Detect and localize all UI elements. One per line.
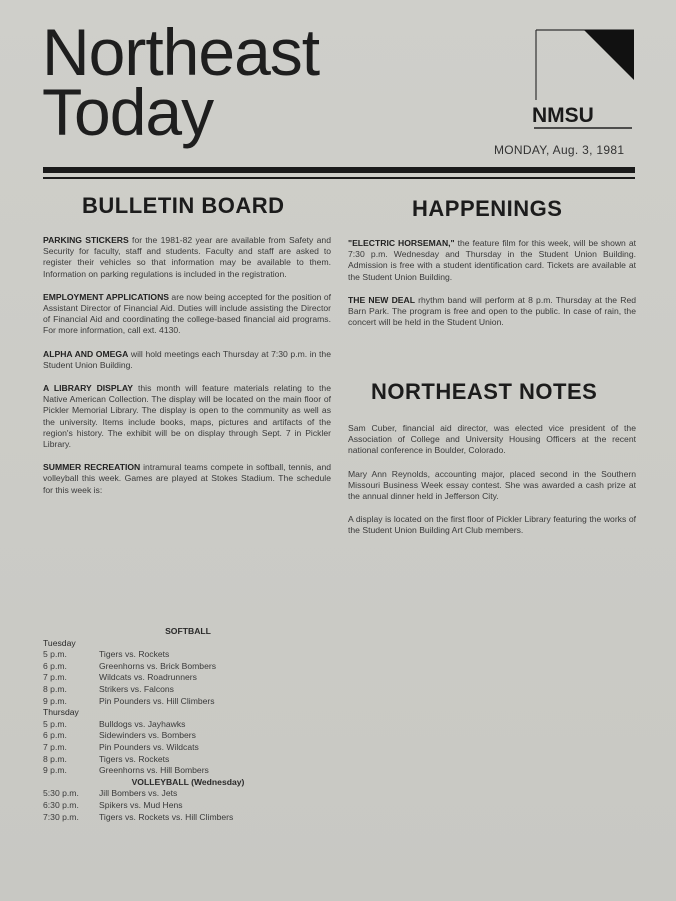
schedule-row <box>43 672 333 684</box>
bulletin-item-text: will hold meetings each Thursday at 7:30 p.m. in the Student Union Building. <box>43 348 331 370</box>
masthead-title-line2: Today <box>42 75 214 149</box>
schedule-time: 6:30 p.m. <box>43 799 79 810</box>
schedule-game: Strikers vs. Falcons <box>99 683 174 694</box>
schedule-time: 7 p.m. <box>43 741 67 752</box>
schedule-time: 6 p.m. <box>43 660 67 671</box>
notes-item <box>348 469 636 503</box>
schedule-title-volleyball: VOLLEYBALL (Wednesday) <box>131 776 245 787</box>
schedule-game: Greenhorns vs. Brick Bombers <box>99 660 217 671</box>
schedule-row <box>43 765 333 777</box>
schedule-day: Tuesday <box>43 637 76 648</box>
notes-item-text: Mary Ann Reynolds, accounting major, placed second in the Southern Missouri Business Week essay contest. She was awarded a cash prize at the annual dinner held in Jefferson City. <box>348 468 636 502</box>
bulletin-item-lead: EMPLOYMENT APPLICATIONS <box>43 291 170 302</box>
schedule-time: 7:30 p.m. <box>43 811 79 822</box>
bulletin-item-text: intramural teams compete in softball, tennis, and volleyball this week. Games are played at Stokes Stadium. The schedule for this week is: <box>43 462 331 495</box>
bulletin-item-lead: PARKING STICKERS <box>43 235 129 245</box>
bulletin-item <box>43 349 331 371</box>
schedule-game: Bulldogs vs. Jayhawks <box>99 718 186 729</box>
schedule-time: 6 p.m. <box>43 730 67 741</box>
bulletin-item-text: this month will feature materials relating to the Native American Collection. The display will be located on the main floor of Pickler Memorial Library. The display is open to the community as well as the university. Items include books, maps, pictures and artifacts of the region's history. The exhibit will be on display through Sept. 7 in Pickler Library. <box>43 383 331 450</box>
schedule-game: Sidewinders vs. Bombers <box>99 730 196 741</box>
schedule-time: 7 p.m. <box>43 672 67 683</box>
notes-item <box>348 423 636 457</box>
schedule-row <box>43 661 333 673</box>
bulletin-item-text: are now being accepted for the position of Assistant Director of Financial Aid. Duties will include assisting the Director of Financial Aid and coordinating the college-based financial aid programs. For more information, call ext. 4130. <box>43 291 332 336</box>
happenings-item-lead: "ELECTRIC HORSEMAN," <box>348 238 455 248</box>
bulletin-item <box>43 235 331 280</box>
happenings-item <box>348 238 636 283</box>
bulletin-item-lead: ALPHA AND OMEGA <box>43 348 129 359</box>
schedule-game: Spikers vs. Mud Hens <box>99 799 183 810</box>
bulletin-item-lead: SUMMER RECREATION <box>43 462 141 473</box>
happenings-heading: HAPPENINGS <box>412 196 563 221</box>
schedule-time: 8 p.m. <box>43 683 67 694</box>
bulletin-board-heading: BULLETIN BOARD <box>82 193 285 218</box>
schedule-row <box>43 730 333 742</box>
schedule-title: SOFTBALL <box>165 626 211 636</box>
schedule-row <box>43 696 333 708</box>
schedule-row <box>43 742 333 754</box>
bulletin-item <box>43 292 331 337</box>
schedule-day: Thursday <box>43 707 79 718</box>
notes-item-text: A display is located on the first floor of Pickler Library featuring the works of the Student Union Building Art Club members. <box>348 514 636 536</box>
masthead-rule-thick <box>43 167 635 173</box>
schedule-game: Tigers vs. Rockets <box>99 649 170 660</box>
schedule-row <box>43 788 333 800</box>
schedule-time: 5 p.m. <box>43 649 67 660</box>
schedule-time: 9 p.m. <box>43 765 67 776</box>
schedule-time: 9 p.m. <box>43 695 67 706</box>
schedule-game: Pin Pounders vs. Wildcats <box>99 741 199 752</box>
schedule-row <box>43 812 333 824</box>
happenings-item <box>348 295 636 329</box>
masthead-title-line1: Northeast <box>42 15 320 89</box>
schedule-game: Jill Bombers vs. Jets <box>99 788 178 799</box>
schedule-time: 8 p.m. <box>43 753 67 764</box>
schedule-row <box>43 754 333 766</box>
schedule-row <box>43 649 333 661</box>
bulletin-item <box>43 383 331 450</box>
schedule-game: Wildcats vs. Roadrunners <box>99 672 197 683</box>
happenings-column <box>348 238 636 340</box>
bulletin-item-lead: A LIBRARY DISPLAY <box>43 383 134 394</box>
masthead-rule-thin <box>43 177 635 179</box>
schedule-game: Tigers vs. Rockets vs. Hill Climbers <box>99 811 234 822</box>
logo-wordmark: NMSU <box>532 104 594 127</box>
happenings-item-text: rhythm band will perform at 8 p.m. Thursday at the Red Barn Park. The program is free and open to the public. In case of rain, the concert will be held in the Student Union. <box>348 294 636 328</box>
schedule-game: Tigers vs. Rockets <box>99 753 170 764</box>
intramural-schedule <box>43 626 333 823</box>
bulletin-board-column <box>43 235 331 508</box>
schedule-game: Greenhorns vs. Hill Bombers <box>99 765 209 776</box>
northeast-notes-column <box>348 423 636 549</box>
university-logo <box>532 28 636 130</box>
schedule-time: 5 p.m. <box>43 718 67 729</box>
issue-date: MONDAY, Aug. 3, 1981 <box>494 143 625 157</box>
bulletin-item <box>43 462 331 496</box>
notes-item-text: Sam Cuber, financial aid director, was elected vice president of the Association of College and University Housing Officers at the recent national conference in Boulder, Colorado. <box>348 423 636 456</box>
schedule-game: Pin Pounders vs. Hill Climbers <box>99 695 215 706</box>
northeast-notes-heading: NORTHEAST NOTES <box>371 379 598 404</box>
notes-item <box>348 514 636 536</box>
happenings-item-text: the feature film for this week, will be shown at 7:30 p.m. Wednesday and Thursday in the Student Union Building. Admission is free with a student identification card. Tickets are available at the Student Union Building. <box>348 238 637 282</box>
masthead-title <box>42 15 320 149</box>
happenings-item-lead: THE NEW DEAL <box>348 294 415 305</box>
schedule-row <box>43 684 333 696</box>
schedule-row <box>43 719 333 731</box>
bulletin-item-text: for the 1981-82 year are available from Safety and Security for faculty, staff and students. Faculty and staff are asked to register their vehicles so that information may be available to them. Information on parking regulations is included in the registration. <box>43 235 331 279</box>
schedule-row <box>43 800 333 812</box>
schedule-time: 5:30 p.m. <box>43 788 79 799</box>
